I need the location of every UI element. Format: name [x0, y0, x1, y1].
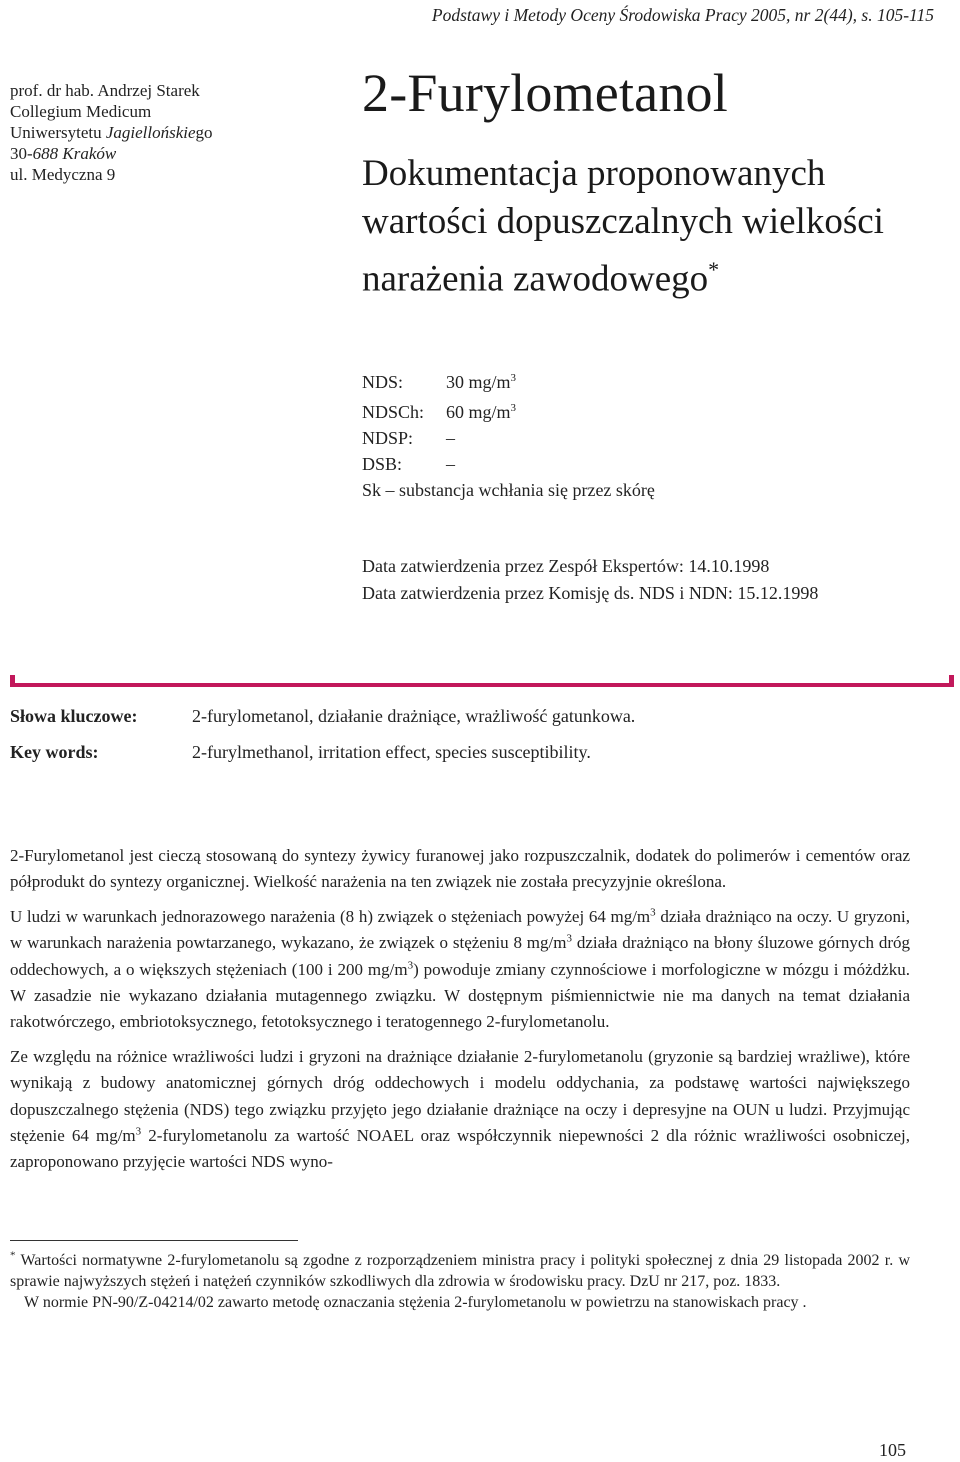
keywords-pl-label: Słowa kluczowe:	[10, 706, 138, 726]
keywords-pl-text: 2-furylometanol, działanie drażniące, wrażliwość gatunkowa.	[192, 706, 636, 726]
paragraph-2: U ludzi w warunkach jednorazowego narażenia (8 h) związek o stężeniach powyżej 64 $mg/m^3$ działa drażniąco na oczy. U gryzoni, w warunkach narażenia powtarzanego, wykazano, że związek o stężeniu 8 $mg/m^3$ działa drażniąco na błony śluzowe górnych dróg oddechowych, a o większych stężeniach (100 i 200 $mg/m^3$) powoduje zmiany czynnościowe i morfologiczne w mózgu i móżdżku. W zasadzie nie wykazano działania mutagennego związku. W dostępnym piśmiennictwie nie ma danych na temat działania rakotwórczego, embriotoksycznego, fetotoksycznego i teratogennego 2-furylometanolu.	[10, 906, 911, 1032]
approval-dates	[362, 553, 818, 607]
author-street: ul. Medyczna 9	[10, 165, 116, 184]
footnote-rule	[10, 1240, 298, 1241]
paragraph-1: 2-Furylometanol jest cieczą stosowaną do syntezy żywicy furanowej jako rozpuszczalnik, dodatek do polimerów i cementów oraz półprodukt do syntezy organicznej. Wielkość narażenia na ten związek nie została precyzyjnie określona.	[10, 846, 910, 892]
exposure-limits	[362, 365, 655, 503]
ndsch-row: NDSCh: 60 $mg/m^3$	[362, 402, 517, 422]
author-name: prof. dr hab. Andrzej Starek	[10, 81, 200, 100]
expert-approval-date: Data zatwierdzenia przez Zespół Ekspertów: 14.10.1998	[362, 556, 770, 576]
document-subtitle: Dokumentacja proponowanych wartości dopuszczalnych wielkości narażenia zawodowego*	[362, 153, 884, 300]
document-title: 2-Furylometanol	[362, 63, 728, 123]
author-block	[10, 80, 213, 185]
author-city: 30-688 Kraków	[10, 144, 117, 163]
keywords-en-row	[10, 742, 950, 778]
footnotes	[10, 1250, 910, 1313]
author-institution-1: Collegium Medicum	[10, 102, 152, 121]
abstract-body	[10, 843, 910, 1184]
keywords-pl-row	[10, 706, 950, 742]
keywords-en-text: 2-furylmethanol, irritation effect, species susceptibility.	[192, 742, 591, 762]
dsb-row: DSB: –	[362, 454, 455, 474]
footnote-2: W normie PN-90/Z-04214/02 zawarto metodę oznaczania stężenia 2-furylometanolu w powietrzu na stanowiskach pracy .	[24, 1294, 807, 1311]
section-divider	[10, 683, 954, 687]
ndsp-row: NDSP: –	[362, 428, 455, 448]
skin-notation: Sk – substancja wchłania się przez skórę	[362, 480, 655, 500]
paragraph-3: Ze względu na różnice wrażliwości ludzi i gryzoni na drażniące działanie 2-furylometanolu (gryzonie są bardziej wrażliwe), które wynikają z budowy anatomicznej górnych dróg oddechowych i modelu oddychania, za podstawę wartości największego dopuszczalnego stężenia (NDS) tego związku przyjęto jego działanie drażniące na oczy i depresyjne na OUN u ludzi. Przyjmując stężenie 64 $mg/m^3$ 2-furylometanolu za wartość NOAEL oraz współczynnik niepewności 2 dla różnic wrażliwości osobniczej, zaproponowano przyjęcie wartości NDS wyno-	[10, 1046, 910, 1172]
author-institution-2: Uniwersytetu Jagiellońskiego	[10, 123, 213, 142]
running-head: Podstawy i Metody Oceny Środowiska Pracy 2005, nr 2(44), s. 105-115	[431, 5, 934, 25]
footnote-1: * Wartości normatywne 2-furylometanolu są zgodne z rozporządzeniem ministra pracy i polityki społecznej z dnia 29 listopada 2002 r. w sprawie najwyższych stężeń i natężeń czynników szkodliwych dla zdrowia w środowisku pracy. DzU nr 217, poz. 1833.	[10, 1249, 910, 1290]
page-number: 105	[879, 1440, 906, 1460]
footnote-marker: *	[708, 257, 720, 282]
nds-row: NDS: 30 $mg/m^3$	[362, 372, 517, 392]
keywords-section	[10, 706, 950, 778]
commission-approval-date: Data zatwierdzenia przez Komisję ds. NDS i NDN: 15.12.1998	[362, 583, 819, 603]
keywords-en-label: Key words:	[10, 742, 99, 762]
